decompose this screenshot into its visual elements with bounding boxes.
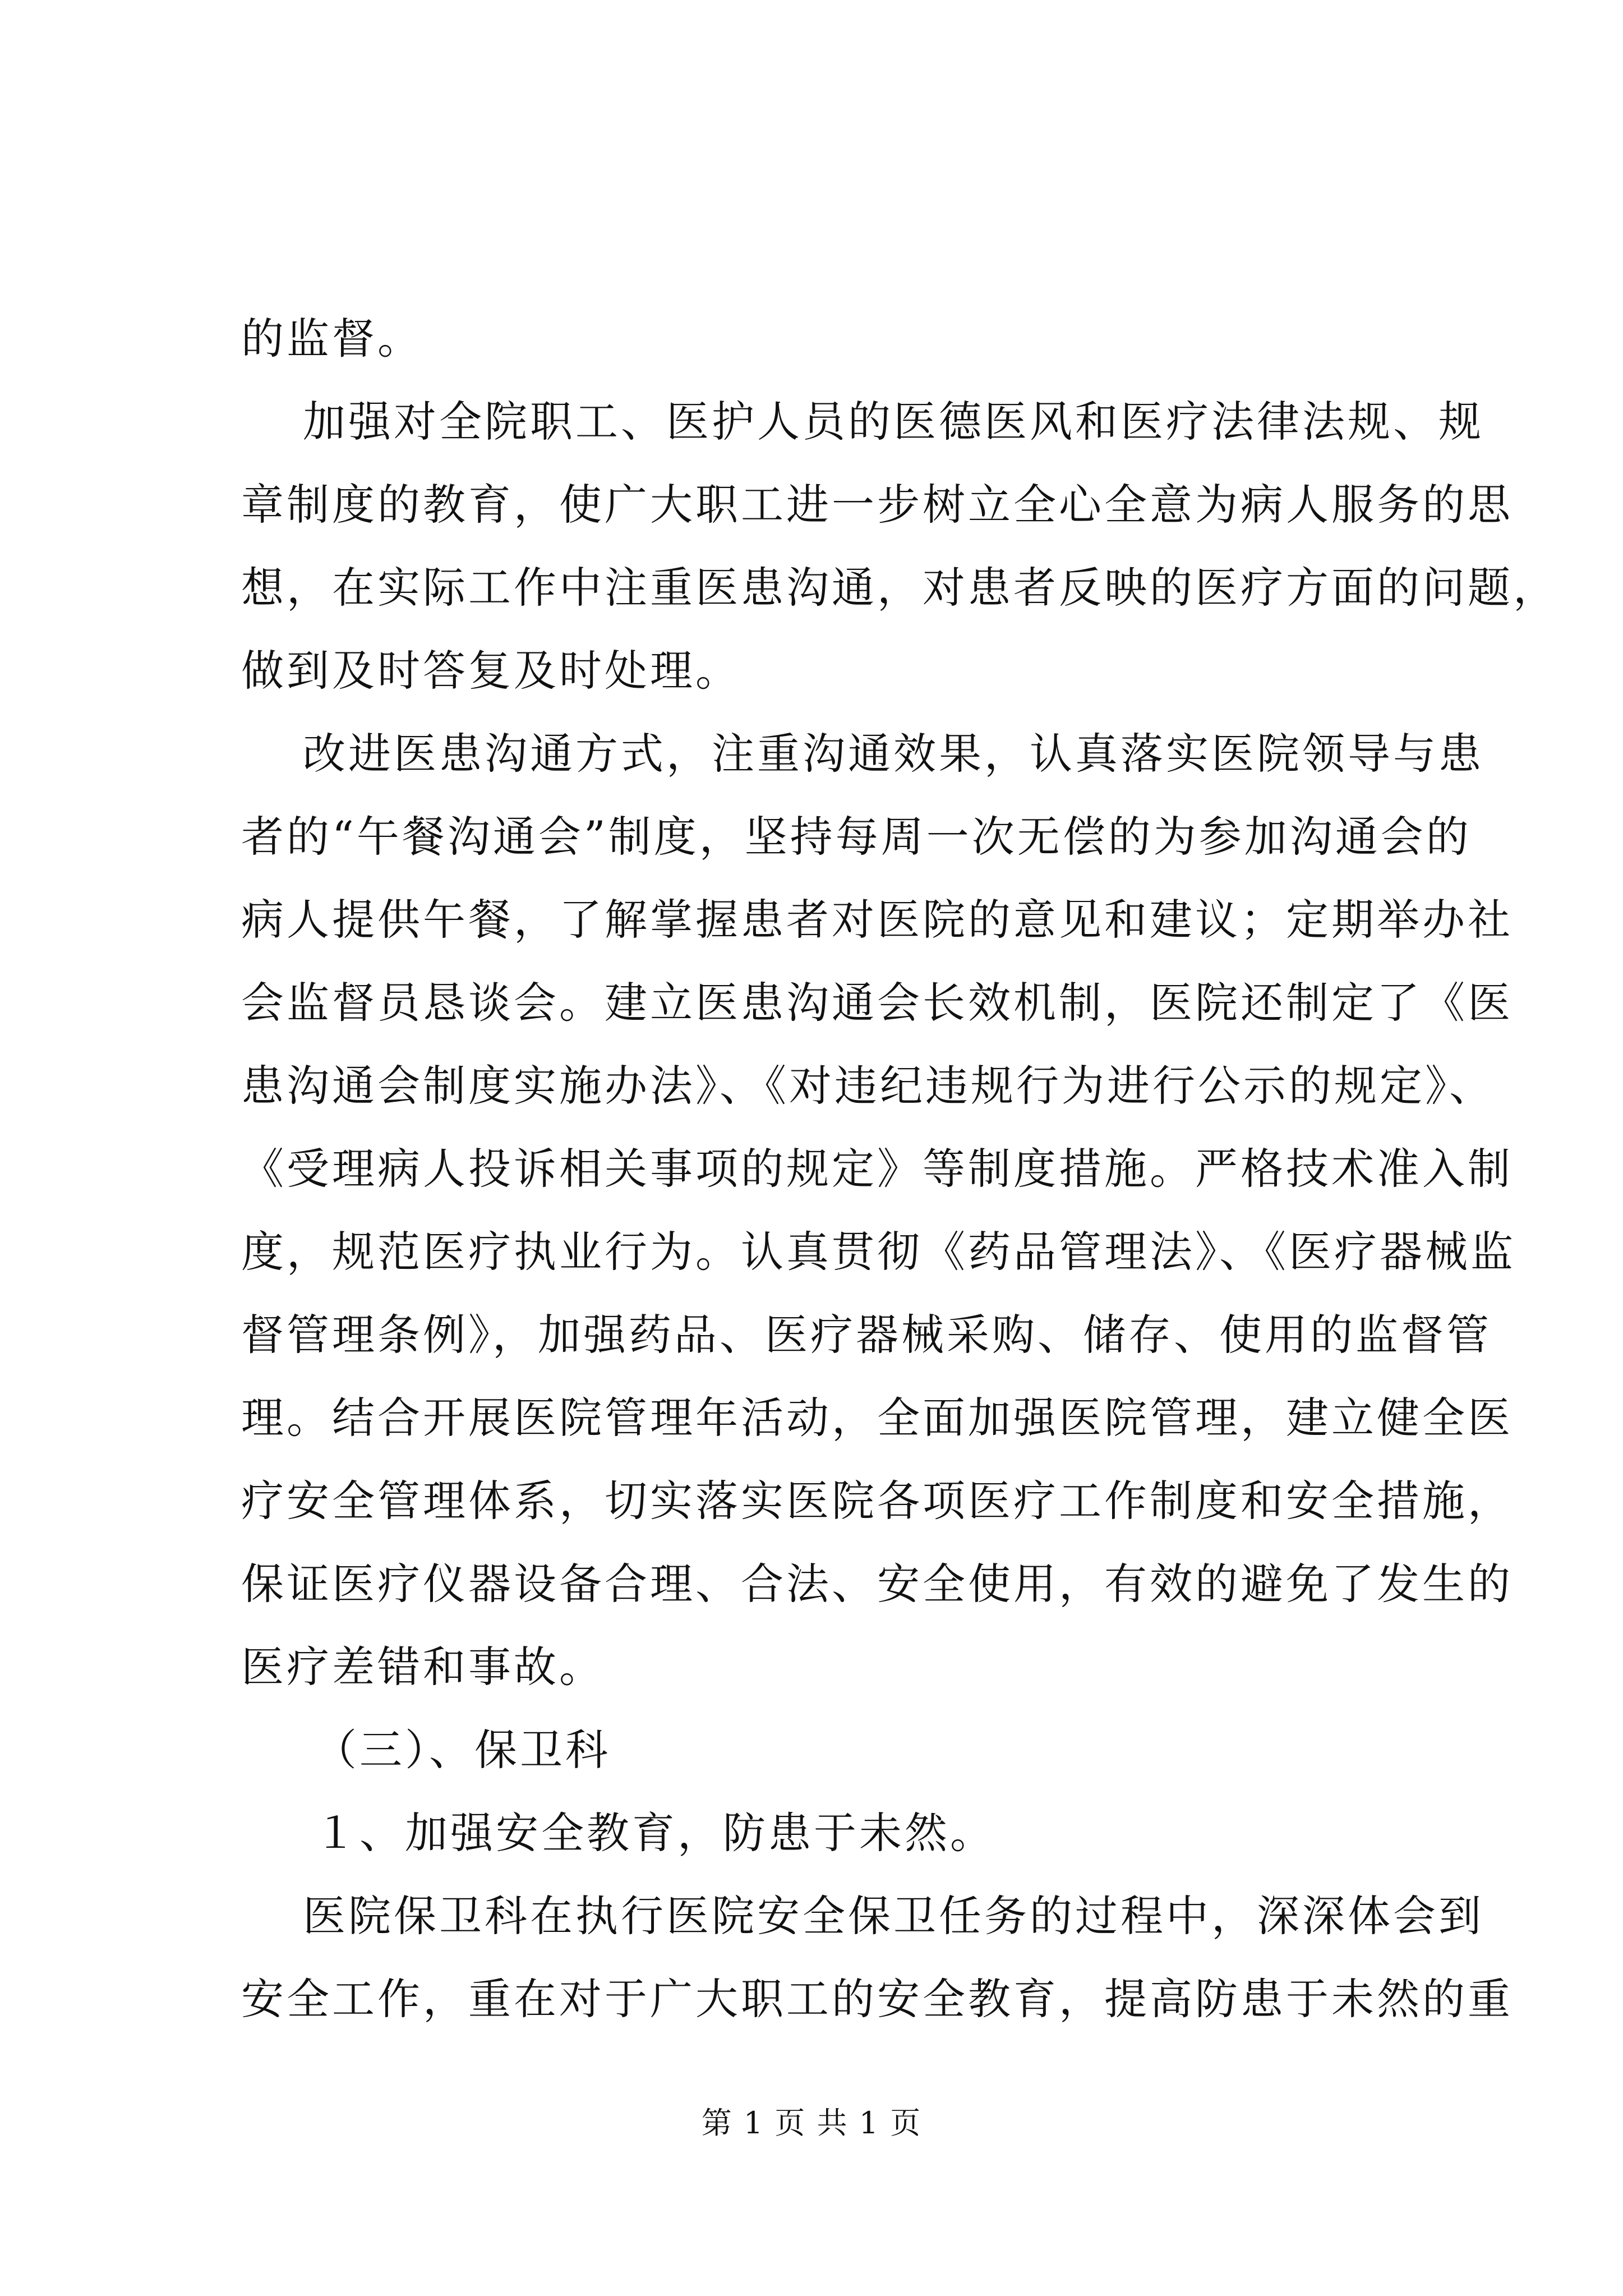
section-heading: （三）、保卫科 <box>314 1725 611 1775</box>
text-line: 《受理病人投诉相关事项的规定》等制度措施。严格技术准入制 <box>241 1144 1513 1194</box>
page-footer <box>0 2104 1623 2143</box>
subsection-heading: １、加强安全教育，防患于未然。 <box>314 1808 995 1858</box>
text-line: 章制度的教育，使广大职工进一步树立全心全意为病人服务的思 <box>241 480 1513 530</box>
text-line: 做到及时答复及时处理。 <box>241 646 741 696</box>
text-line: 安全工作，重在对于广大职工的安全教育，提高防患于未然的重 <box>241 1974 1513 2024</box>
text-line: 度，规范医疗执业行为。认真贯彻《药品管理法》、《医疗器械监 <box>241 1227 1516 1277</box>
page-number-label: 第 1 页 共 1 页 <box>701 2105 922 2141</box>
text-line: 医院保卫科在执行医院安全保卫任务的过程中，深深体会到 <box>303 1891 1484 1941</box>
document-body <box>241 297 1559 2041</box>
text-line: 医疗差错和事故。 <box>241 1642 605 1692</box>
text-line: 者的“午餐沟通会”制度，坚持每周一次无偿的为参加沟通会的 <box>241 812 1472 862</box>
text-line: 理。结合开展医院管理年活动，全面加强医院管理，建立健全医 <box>241 1393 1513 1443</box>
text-line: 会监督员恳谈会。建立医患沟通会长效机制，医院还制定了《医 <box>241 978 1513 1028</box>
text-line: 保证医疗仪器设备合理、合法、安全使用，有效的避免了发生的 <box>241 1559 1513 1609</box>
text-line: 改进医患沟通方式，注重沟通效果，认真落实医院领导与患 <box>303 729 1484 779</box>
text-line: 患沟通会制度实施办法》、《对违纪违规行为进行公示的规定》、 <box>241 1061 1495 1111</box>
text-line: 想，在实际工作中注重医患沟通，对患者反映的医疗方面的问题， <box>241 563 1559 613</box>
text-line: 疗安全管理体系，切实落实医院各项医疗工作制度和安全措施， <box>241 1476 1513 1526</box>
text-line: 的监督。 <box>241 314 423 364</box>
text-line: 病人提供午餐，了解掌握患者对医院的意见和建议；定期举办社 <box>241 895 1513 945</box>
text-line: 加强对全院职工、医护人员的医德医风和医疗法律法规、规 <box>303 397 1484 447</box>
text-line: 督管理条例》，加强药品、医疗器械采购、储存、使用的监督管 <box>241 1310 1492 1360</box>
